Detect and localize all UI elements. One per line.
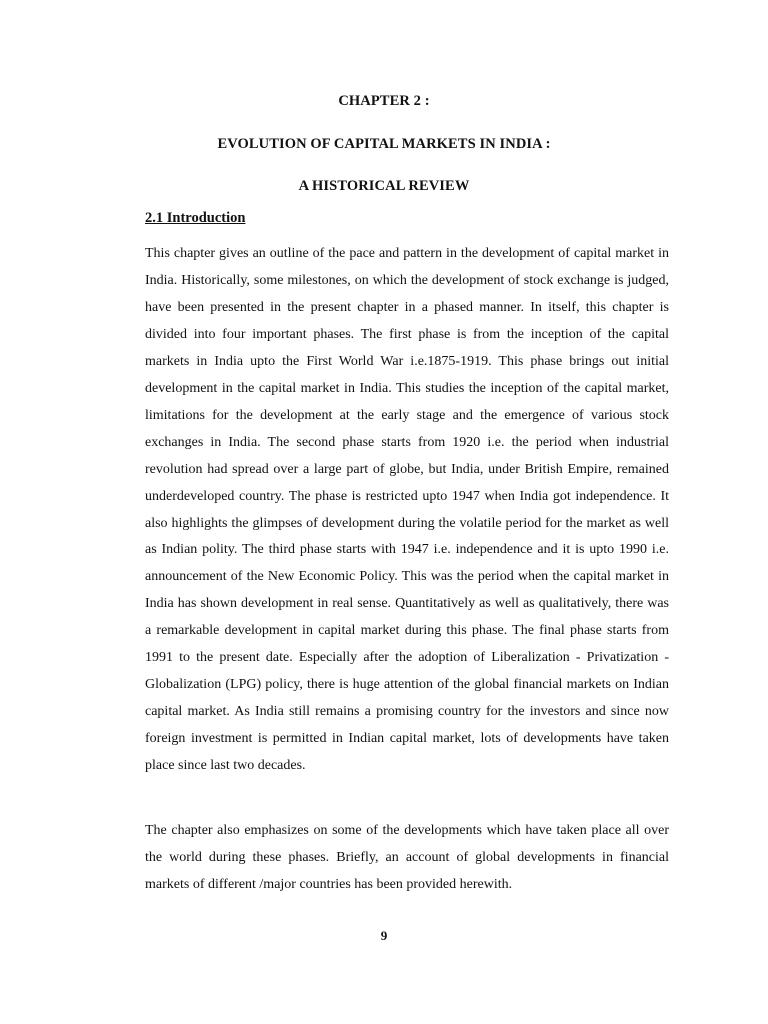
section-title: 2.1 Introduction <box>145 210 246 226</box>
chapter-subtitle: A HISTORICAL REVIEW <box>298 178 470 194</box>
paragraph-intro: This chapter gives an outline of the pace and pattern in the development of capital market in India. Historically, some milestones, on which the development of stock exchange is judged, have been presented in the present chapter in a phased manner. In itself, this chapter is divided into four important phases. The first phase is from the inception of the capital markets in India upto the First World War i.e.1875-1919. This phase brings out initial development in the capital market in India. This studies the inception of the capital market, limitations for the development at the early stage and the emergence of various stock exchanges in India. The second phase starts from 1920 i.e. the period when industrial revolution had spread over a large part of globe, but India, under British Empire, remained underdeveloped country. The phase is restricted upto 1947 when India got independence. It also highlights the glimpses of development during the volatile period for the market as well as Indian polity. The third phase starts with 1947 i.e. independence and it is upto 1990 i.e. announcement of the New Economic Policy. This was the period when the capital market in India has shown development in real sense. Quantitatively as well as qualitatively, there was a remarkable development in capital market during this phase. The final phase starts from 1991 to the present date. Especially after the adoption of Liberalization - Privatization - Globalization (LPG) policy, there is huge attention of the global financial markets on Indian capital market. As India still remains a promising country for the investors and since now foreign investment is permitted in Indian capital market, lots of developments have taken place since last two decades. <box>145 246 669 774</box>
chapter-label: CHAPTER 2 : <box>338 93 430 109</box>
paragraph-global: The chapter also emphasizes on some of the developments which have taken place all over the world during these phases. Briefly, an account of global developments in financial markets of different /major countries has been provided herewith. <box>145 823 669 892</box>
chapter-title: EVOLUTION OF CAPITAL MARKETS IN INDIA : <box>217 136 551 152</box>
page-number: 9 <box>380 928 388 943</box>
